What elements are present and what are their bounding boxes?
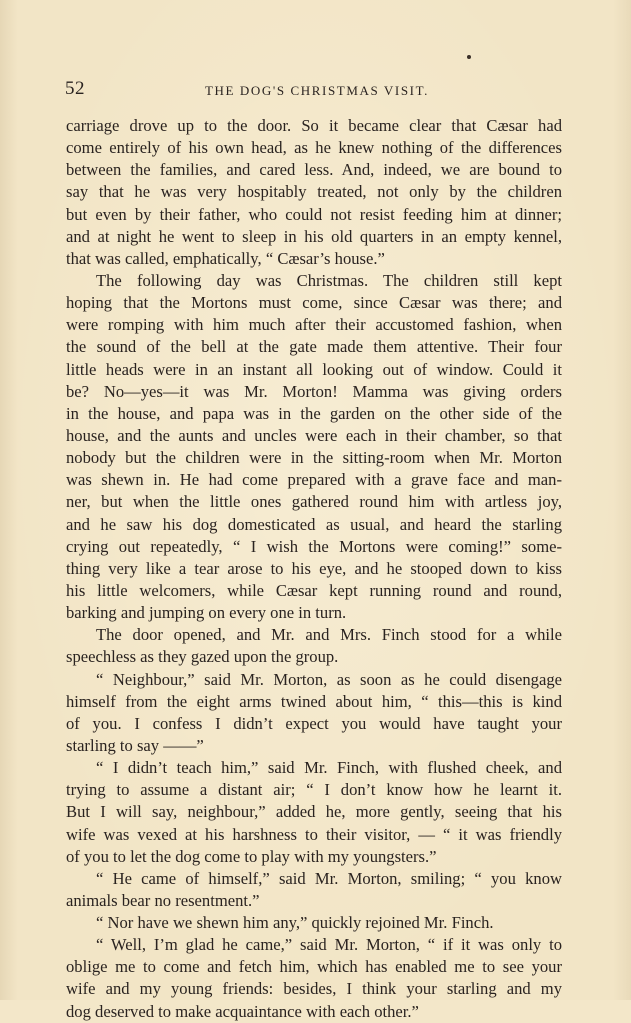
text-line: trying to assume a distant air; “ I don’t know how he learnt it.	[66, 780, 562, 800]
text-line: was shewn in. He had come prepared with a grave face and man-	[66, 470, 562, 490]
text-line: “ I didn’t teach him,” said Mr. Finch, with flushed cheek, and	[96, 758, 562, 778]
text-line: barking and jumping on every one in turn.	[66, 603, 347, 623]
text-line: of you to let the dog come to play with my youngsters.”	[66, 846, 437, 866]
text-line: be? No—yes—it was Mr. Morton! Mamma was giving orders	[66, 381, 562, 401]
ink-speck	[467, 55, 471, 59]
text-line: between the families, and cared less. And, indeed, we are bound to	[66, 160, 562, 180]
text-line: his little welcomers, while Cæsar kept running round and round,	[66, 580, 562, 600]
text-line: crying out repeatedly, “ I wish the Mortons were coming!” some-	[66, 536, 562, 556]
text-line: starling to say ——”	[66, 735, 204, 755]
text-line: nobody but the children were in the sitting-room when Mr. Morton	[66, 448, 562, 468]
text-line: The door opened, and Mr. and Mrs. Finch stood for a while	[96, 625, 562, 645]
text-line: carriage drove up to the door. So it became clear that Cæsar had	[66, 116, 562, 135]
text-line: ner, but when the little ones gathered round him with artless joy,	[66, 492, 562, 512]
text-line: little heads were in an instant all looking out of window. Could it	[66, 359, 562, 379]
text-line: hoping that the Mortons must come, since Cæsar was there; and	[66, 293, 562, 313]
text-line: himself from the eight arms twined about him, “ this—this is kind	[66, 691, 562, 711]
text-line: house, and the aunts and uncles were each in their chamber, so that	[66, 425, 562, 445]
text-line: come entirely of his own head, as he knew nothing of the differences	[66, 138, 562, 158]
text-line: But I will say, neighbour,” added he, more gently, seeing that his	[66, 802, 562, 822]
text-line: and he saw his dog domesticated as usual, and heard the starling	[66, 514, 562, 534]
page-number: 52	[65, 78, 85, 99]
text-line: say that he was very hospitably treated, not only by the children	[66, 182, 562, 202]
text-line: the sound of the bell at the gate made them attentive. Their four	[66, 337, 562, 357]
running-head-title: THE DOG'S CHRISTMAS VISIT.	[205, 83, 430, 98]
text-line: dog deserved to make acquaintance with each other.”	[66, 1001, 419, 1021]
text-line: “ Nor have we shewn him any,” quickly rejoined Mr. Finch.	[96, 913, 494, 933]
text-line: thing very like a tear arose to his eye, and he stooped down to kiss	[66, 558, 562, 578]
text-line: The following day was Christmas. The children still kept	[96, 270, 562, 290]
body-text	[66, 115, 562, 1023]
text-line: that was called, emphatically, “ Cæsar’s house.”	[66, 248, 385, 268]
text-line: but even by their father, who could not resist feeding him at dinner;	[66, 204, 562, 224]
text-line: “ Well, I’m glad he came,” said Mr. Morton, “ if it was only to	[96, 935, 562, 955]
text-line: “ He came of himself,” said Mr. Morton, smiling; “ you know	[96, 868, 562, 888]
text-line: animals bear no resentment.”	[66, 890, 260, 910]
text-line: were romping with him much after their accustomed fashion, when	[66, 315, 562, 335]
text-line: wife was vexed at his harshness to their visitor, — “ it was friendly	[66, 824, 562, 844]
text-line: in the house, and papa was in the garden on the other side of the	[66, 403, 562, 423]
text-line: wife and my young friends: besides, I think your starling and my	[66, 979, 562, 999]
text-line: “ Neighbour,” said Mr. Morton, as soon as he could disengage	[96, 669, 562, 689]
text-line: of you. I confess I didn’t expect you would have taught your	[66, 713, 562, 733]
text-line: and at night he went to sleep in his old quarters in an empty kennel,	[66, 226, 562, 246]
text-line: oblige me to come and fetch him, which has enabled me to see your	[66, 957, 562, 977]
text-line: speechless as they gazed upon the group.	[66, 647, 339, 667]
